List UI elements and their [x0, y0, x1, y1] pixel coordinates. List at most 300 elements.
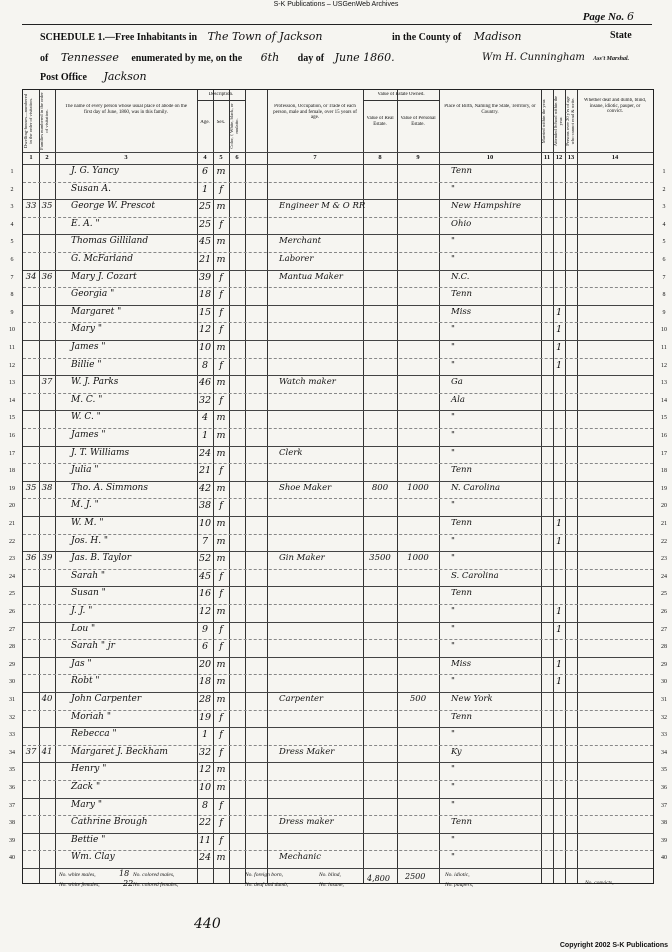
cell-name: W. J. Parks [71, 377, 119, 388]
footer-white-females-label: No. white females, [59, 882, 100, 888]
cell-age: 39 [198, 271, 212, 283]
cell-school: 1 [555, 658, 563, 670]
cell-sex: f [219, 218, 223, 230]
cell-birthplace: " [451, 782, 455, 792]
table-row [23, 516, 653, 534]
column-number: 9 [416, 154, 420, 161]
cell-dwelling: 35 [25, 482, 37, 493]
cell-name: Jas. B. Taylor [71, 553, 132, 564]
row-number-left: 28 [9, 644, 15, 651]
row-number-left: 17 [9, 450, 15, 457]
state-prefix: of [40, 53, 49, 64]
state-label: State [610, 30, 632, 41]
table-row [23, 850, 653, 868]
cell-sex: f [219, 799, 223, 811]
cell-birthplace: Ohio [451, 218, 472, 229]
row-number-right: 40 [661, 855, 667, 862]
cell-birthplace: Tenn [451, 588, 472, 599]
cell-age: 25 [198, 201, 212, 213]
row-number-right: 24 [661, 573, 667, 580]
cell-birthplace: Tenn [451, 817, 472, 828]
cell-birthplace: Tenn [451, 289, 472, 300]
cell-name: Georgia " [71, 289, 115, 300]
row-number-left: 37 [9, 802, 15, 809]
row-number-right: 38 [661, 820, 667, 827]
row-number-left: 22 [9, 538, 15, 545]
cell-sex: m [216, 606, 226, 617]
census-table [9, 89, 667, 888]
col-header-age: Age. [200, 120, 210, 125]
cell-name: Margaret " [71, 306, 122, 317]
row-number-right: 3 [662, 204, 666, 211]
cell-sex: m [216, 482, 226, 494]
cell-school: 1 [555, 359, 563, 371]
cell-age: 1 [201, 183, 209, 195]
row-number-left: 24 [9, 573, 15, 580]
cell-name: Jas " [71, 658, 92, 669]
row-number-left: 2 [10, 186, 14, 193]
cell-age: 21 [198, 465, 212, 477]
cell-name: Moriah " [71, 711, 111, 722]
cell-name: Rebecca " [71, 729, 117, 740]
cell-birthplace: Miss [451, 658, 472, 669]
row-number-left: 39 [9, 837, 15, 844]
row-number-left: 35 [9, 767, 15, 774]
cell-sex: f [219, 359, 223, 371]
cell-name: E. A. " [71, 218, 100, 229]
row-number-right: 34 [661, 749, 667, 756]
cell-name: Susan A. [71, 183, 111, 194]
day-value: 6th [260, 51, 280, 64]
cell-name: J. G. Yancy [71, 166, 119, 176]
column-number: 5 [219, 154, 223, 161]
cell-age: 18 [198, 676, 212, 688]
footer-deaf-dumb-label: No. deaf and dumb, [245, 882, 289, 888]
row-number-right: 11 [661, 345, 667, 351]
cell-name: Billie " [71, 359, 102, 370]
row-number-left: 19 [9, 485, 15, 492]
cell-birthplace: " [451, 535, 455, 546]
cell-age: 32 [198, 394, 212, 406]
cell-name: Tho. A. Simmons [71, 482, 148, 493]
table-row [23, 199, 653, 217]
row-number-left: 33 [9, 732, 15, 739]
footer-white-males-value: 18 [119, 869, 130, 878]
column-number: 4 [203, 154, 207, 161]
row-number-left: 15 [9, 415, 15, 422]
table-row [23, 358, 653, 376]
cell-age: 1 [201, 729, 209, 741]
cell-birthplace: " [451, 764, 455, 775]
cell-name: Robt " [71, 676, 100, 687]
cell-sex: f [219, 394, 223, 406]
cell-occupation: Dress maker [279, 817, 334, 828]
table-row [23, 780, 653, 798]
cell-sex: m [216, 782, 226, 793]
row-number-right: 26 [661, 609, 667, 615]
footer-colored-males-label: No. colored males, [133, 872, 175, 878]
table-row [23, 463, 653, 481]
cell-age: 12 [198, 324, 212, 336]
schedule-line [40, 30, 322, 43]
cell-age: 24 [198, 447, 212, 459]
table-row [23, 481, 653, 499]
cell-sex: f [219, 271, 223, 283]
cell-birthplace: New York [451, 694, 493, 704]
cell-age: 9 [201, 623, 209, 635]
col-header-illiterate: Persons over 20 y'rs of age who cannot read & write. [565, 96, 575, 146]
cell-name: W. C. " [71, 412, 101, 423]
cell-birthplace: Tenn [451, 465, 472, 476]
cell-occupation: Dress Maker [279, 746, 335, 757]
table-row [23, 446, 653, 464]
cell-birthplace: " [451, 236, 455, 247]
cell-occupation: Merchant [279, 236, 321, 247]
row-number-right: 22 [661, 538, 667, 545]
row-number-left: 29 [9, 661, 15, 668]
cell-age: 24 [198, 852, 212, 864]
cell-birthplace: Miss [451, 306, 472, 317]
cell-birthplace: Tenn [451, 166, 472, 176]
cell-name: George W. Prescot [71, 201, 155, 212]
cell-family: 40 [41, 694, 53, 704]
cell-birthplace: " [451, 606, 455, 616]
row-number-left: 23 [9, 556, 15, 563]
cell-birthplace: " [451, 254, 455, 264]
cell-school: 1 [555, 676, 563, 688]
cell-birthplace: " [451, 799, 455, 810]
cell-sex: f [219, 729, 223, 741]
cell-birthplace: Ala [451, 394, 465, 405]
enumeration-line [40, 51, 403, 64]
row-number-left: 14 [9, 397, 15, 404]
cell-age: 52 [198, 553, 212, 565]
cell-name: G. McFarland [71, 254, 133, 264]
row-number-left: 6 [10, 257, 14, 263]
table-row [23, 287, 653, 305]
cell-sex: f [219, 306, 223, 318]
cell-sex: m [216, 342, 226, 353]
row-number-right: 25 [661, 591, 667, 598]
cell-age: 20 [198, 658, 212, 670]
cell-name: Sarah " [71, 570, 105, 581]
cell-occupation: Laborer [279, 254, 314, 264]
row-number-right: 2 [662, 186, 666, 193]
cell-birthplace: " [451, 324, 455, 335]
cell-birthplace: " [451, 500, 455, 511]
table-row [23, 393, 653, 411]
cell-name: M. J. " [71, 500, 99, 511]
table-row [23, 622, 653, 640]
publisher-header: S-K Publications – USGenWeb Archives [273, 1, 399, 8]
row-number-left: 32 [9, 714, 15, 721]
cell-sex: m [216, 764, 226, 776]
table-row [23, 798, 653, 816]
col-header-real-estate: Value of Real Estate. [366, 116, 394, 127]
table-row [23, 727, 653, 745]
row-number-left: 34 [9, 749, 15, 756]
cell-sex: f [219, 500, 223, 512]
cell-sex: m [216, 518, 226, 529]
col-header-name: The name of every person whose usual place of abode on the first day of June, 1860, was in this family. [64, 104, 188, 115]
table-row [23, 569, 653, 587]
row-number-left: 20 [9, 503, 15, 510]
marshal-line [482, 52, 629, 63]
cell-name: Margaret J. Beckham [71, 746, 168, 757]
page-number-label: Page No. [582, 11, 625, 23]
row-number-right: 10 [661, 327, 667, 334]
cell-school: 1 [555, 606, 563, 617]
row-number-left: 36 [9, 785, 15, 791]
table-row [23, 305, 653, 323]
table-row [23, 639, 653, 657]
post-office-line [40, 70, 147, 83]
table-row [23, 604, 653, 622]
cell-age: 10 [198, 518, 212, 529]
row-number-left: 27 [9, 626, 15, 633]
county-label: in the County of [392, 32, 462, 43]
cell-sex: m [216, 852, 226, 864]
col-header-personal-estate: Value of Personal Estate. [400, 116, 436, 127]
marshal-label: Ass't Marshal. [593, 56, 630, 62]
row-number-left: 9 [10, 309, 14, 316]
cell-birthplace: " [451, 447, 455, 458]
cell-name: Jos. H. " [71, 535, 109, 546]
cell-sex: m [216, 377, 226, 389]
cell-sex: m [216, 676, 226, 688]
table-row [23, 815, 653, 833]
cell-birthplace: N.C. [451, 271, 470, 282]
cell-age: 22 [198, 817, 212, 829]
cell-name: Mary J. Cozart [71, 271, 137, 282]
table-row [23, 674, 653, 692]
table-row [23, 657, 653, 675]
schedule-label: SCHEDULE 1.—Free Inhabitants in [40, 32, 198, 43]
row-number-left: 11 [9, 345, 15, 351]
cell-sex: f [219, 746, 223, 758]
cell-school: 1 [555, 324, 563, 336]
cell-sex: f [219, 324, 223, 336]
cell-real-estate: 3500 [369, 553, 391, 564]
cell-name: Thomas Gilliland [71, 236, 149, 247]
cell-occupation: Engineer M & O RR [279, 201, 366, 212]
cell-name: J. T. Williams [71, 447, 130, 458]
cell-sex: m [216, 201, 226, 213]
row-number-right: 9 [662, 309, 666, 316]
col-header-occupation: Profession, Occupation, or Trade of each person, male and female, over 15 years of age. [273, 104, 357, 121]
row-number-left: 38 [9, 820, 15, 827]
cell-name: W. M. " [71, 518, 104, 528]
column-number: 13 [567, 154, 575, 161]
row-number-right: 36 [661, 785, 667, 791]
footer-white-males-label: No. white males, [59, 872, 96, 878]
cell-sex: f [219, 817, 223, 829]
row-number-left: 5 [10, 239, 14, 246]
row-number-left: 31 [9, 697, 15, 703]
cell-sex: f [219, 570, 223, 582]
cell-occupation: Watch maker [279, 377, 336, 388]
row-number-left: 21 [9, 521, 15, 527]
cell-age: 10 [198, 342, 212, 353]
cell-birthplace: " [451, 412, 455, 423]
row-number-right: 35 [661, 767, 667, 774]
row-number-right: 16 [661, 433, 667, 439]
cell-age: 10 [198, 782, 212, 793]
month-year-value: June 1860. [334, 51, 395, 64]
column-number: 14 [611, 154, 619, 161]
cell-occupation: Mechanic [279, 852, 321, 863]
row-number-left: 7 [10, 274, 14, 281]
col-header-family: Families numbered in the order of visitation. [39, 92, 49, 150]
cell-name: Bettie " [71, 834, 106, 845]
table-row [23, 692, 653, 710]
row-number-right: 15 [661, 415, 667, 422]
cell-birthplace: " [451, 729, 455, 740]
cell-family: 38 [41, 482, 53, 493]
footer-blind-label: No. blind, [319, 872, 341, 878]
row-number-left: 18 [9, 468, 15, 475]
cell-age: 18 [198, 289, 212, 301]
row-number-left: 12 [9, 362, 15, 369]
cell-age: 8 [201, 359, 209, 371]
row-rule [23, 868, 653, 869]
cell-sex: f [219, 465, 223, 477]
row-number-right: 27 [661, 626, 667, 633]
table-row [23, 234, 653, 252]
cell-name: Mary " [71, 799, 102, 810]
col-header-married: Married within the year. [541, 98, 546, 144]
table-row [23, 270, 653, 288]
subheader-rule [197, 100, 245, 101]
table-row [23, 833, 653, 851]
cell-birthplace: Tenn [451, 711, 472, 722]
cell-birthplace: New Hampshire [451, 201, 522, 212]
cell-sex: m [216, 254, 226, 265]
row-number-right: 17 [661, 450, 667, 457]
cell-age: 21 [198, 254, 212, 265]
cell-school: 1 [555, 518, 563, 529]
column-number: 8 [378, 154, 382, 161]
col-header-school: Attended School within the year. [553, 95, 563, 147]
cell-age: 8 [201, 799, 209, 811]
cell-name: James " [71, 342, 106, 352]
cell-name: Cathrine Brough [71, 817, 148, 828]
place-value: The Town of Jackson [207, 30, 323, 43]
cell-birthplace: N. Carolina [451, 482, 501, 493]
day-label: day of [297, 53, 325, 64]
cell-family: 37 [41, 377, 53, 388]
row-number-left: 26 [9, 609, 15, 615]
table-row [23, 551, 653, 569]
cell-dwelling: 36 [25, 553, 37, 564]
table-row [23, 428, 653, 446]
cell-age: 6 [201, 166, 209, 177]
row-number-right: 37 [661, 802, 667, 809]
cell-age: 4 [201, 412, 209, 424]
cell-sex: f [219, 834, 223, 846]
row-number-right: 6 [662, 257, 666, 263]
row-number-right: 39 [661, 837, 667, 844]
cell-occupation: Clerk [279, 447, 303, 458]
cell-name: J. J. " [71, 606, 93, 616]
table-row [23, 498, 653, 516]
cell-age: 12 [198, 764, 212, 776]
cell-occupation: Gin Maker [279, 553, 325, 564]
row-number-left: 3 [10, 204, 14, 211]
cell-school: 1 [555, 535, 563, 547]
footer-foreign-born-label: No. foreign born, [245, 872, 283, 878]
table-row [23, 164, 653, 182]
footer-personal-estate-total: 2500 [405, 872, 426, 881]
row-number-right: 32 [661, 714, 667, 721]
header-rule [23, 152, 653, 153]
cell-sex: f [219, 623, 223, 635]
cell-age: 12 [198, 606, 212, 617]
cell-school: 1 [555, 342, 563, 353]
cell-personal-estate: 500 [409, 694, 427, 704]
post-office-value: Jackson [103, 70, 147, 83]
cell-name: Zack " [71, 782, 101, 792]
cell-age: 46 [198, 377, 212, 389]
row-number-right: 29 [661, 661, 667, 668]
cell-sex: f [219, 183, 223, 195]
table-row [23, 534, 653, 552]
table-row [23, 745, 653, 763]
cell-family: 39 [41, 553, 53, 564]
cell-birthplace: " [451, 852, 455, 863]
cell-birthplace: " [451, 553, 455, 564]
cell-sex: m [216, 535, 226, 547]
column-number: 1 [29, 154, 33, 161]
cell-birthplace: S. Carolina [451, 570, 499, 581]
cell-real-estate: 800 [371, 482, 389, 493]
column-number: 10 [486, 154, 494, 161]
cell-age: 45 [198, 570, 212, 582]
row-number-left: 16 [9, 433, 15, 439]
cell-personal-estate: 1000 [407, 482, 429, 493]
cell-birthplace: " [451, 183, 455, 194]
cell-name: Susan " [71, 588, 106, 599]
cell-age: 7 [201, 535, 209, 547]
cell-sex: m [216, 694, 226, 705]
col-header-description: Description. [208, 92, 234, 97]
footer-idiotic-label: No. idiotic, [445, 872, 470, 878]
row-number-left: 25 [9, 591, 15, 598]
column-number: 3 [124, 154, 128, 161]
cell-name: Lou " [71, 623, 96, 634]
cell-sex: f [219, 641, 223, 653]
cell-birthplace: " [451, 359, 455, 370]
row-number-right: 31 [661, 697, 667, 703]
row-number-left: 10 [9, 327, 15, 334]
table-row [23, 252, 653, 270]
cell-age: 6 [201, 641, 209, 653]
row-number-right: 5 [662, 239, 666, 246]
row-number-right: 13 [661, 380, 667, 387]
cell-birthplace: " [451, 430, 455, 440]
row-number-right: 19 [661, 485, 667, 492]
cell-name: Wm. Clay [71, 852, 115, 863]
cell-name: Sarah " jr [71, 641, 115, 652]
post-office-label: Post Office [40, 72, 87, 83]
col-header-dwelling: Dwelling-houses—numbered in the order of visitation. [23, 93, 33, 149]
col-header-birthplace: Place of Birth, Naming the State, Territory, or Country. [444, 104, 536, 115]
cell-birthplace: " [451, 623, 455, 634]
cell-name: John Carpenter [71, 694, 142, 704]
cell-age: 1 [201, 430, 209, 441]
col-header-color: Color, { White, black, or mulatto. [229, 103, 239, 149]
row-number-right: 7 [662, 274, 666, 281]
